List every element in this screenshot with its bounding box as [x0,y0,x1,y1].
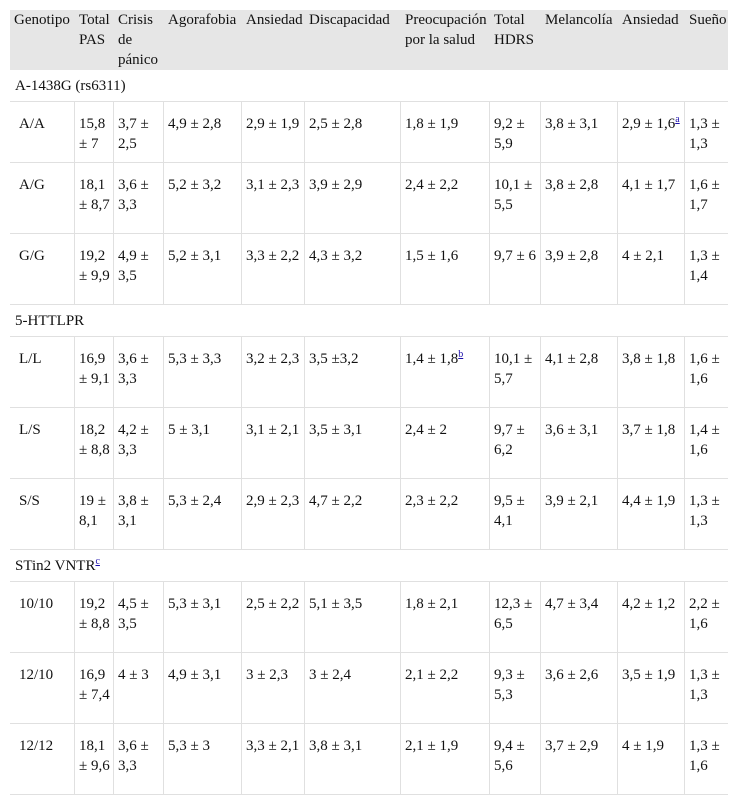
genotype-cell [10,337,75,408]
cell-value: 2,9 ± 2,3 [246,493,300,509]
cell-value: 1,8 ± 1,9 [405,116,459,132]
header-row [10,10,728,70]
cell-value: 1,3 ± 1,3 [689,667,720,703]
genotype-label: 12/12 [19,738,54,754]
value-cell [685,163,728,234]
value-cell [541,479,618,550]
footnote-link[interactable]: a [675,114,680,125]
cell-value: 5,3 ± 3,3 [168,351,222,367]
table-row [10,582,728,653]
value-cell [490,653,541,724]
cell-value: 4,2 ± 1,2 [622,596,676,612]
value-cell [164,163,242,234]
value-cell [242,102,305,163]
cell-value: 2,3 ± 2,2 [405,493,459,509]
value-cell [305,337,401,408]
genotype-cell [10,163,75,234]
cell-value: 1,6 ± 1,6 [689,351,720,387]
column-header: Sueño [685,10,728,70]
genotype-cell [10,582,75,653]
value-cell [618,724,685,795]
cell-value: 3,7 ± 2,5 [118,116,149,152]
value-cell [242,337,305,408]
value-cell [541,582,618,653]
cell-value: 3,7 ± 2,9 [545,738,599,754]
genotype-label: A/G [19,177,45,193]
cell-value: 4,9 ± 3,1 [168,667,222,683]
cell-value: 9,5 ± 4,1 [494,493,525,529]
value-cell [490,102,541,163]
cell-value: 3,6 ± 3,3 [118,177,149,213]
cell-value: 3,8 ± 3,1 [545,116,599,132]
footnote-link[interactable]: b [458,349,464,360]
value-cell [164,408,242,479]
column-header: Agorafobia [164,10,242,70]
cell-value: 1,3 ± 1,3 [689,493,720,529]
cell-value: 3,1 ± 2,1 [246,422,300,438]
value-cell [305,408,401,479]
cell-value: 19 ± 8,1 [79,493,106,529]
group-label-cell [10,550,728,582]
cell-value: 9,7 ± 6 [494,248,536,264]
cell-value: 1,5 ± 1,6 [405,248,459,264]
value-cell [685,102,728,163]
cell-value: 18,1 ± 9,6 [79,738,110,774]
column-header: Ansiedad [618,10,685,70]
value-cell [75,724,114,795]
cell-value: 4,5 ± 3,5 [118,596,149,632]
value-cell [490,163,541,234]
value-cell [75,163,114,234]
cell-value: 18,2 ± 8,8 [79,422,110,458]
cell-value: 5 ± 3,1 [168,422,210,438]
cell-value: 4,9 ± 3,5 [118,248,149,284]
value-cell [75,582,114,653]
cell-value: 3,6 ± 3,3 [118,738,149,774]
value-cell [75,234,114,305]
value-cell [164,582,242,653]
cell-value: 9,3 ± 5,3 [494,667,525,703]
genotype-cell [10,479,75,550]
cell-value: 3,3 ± 2,1 [246,738,300,754]
cell-value: 1,3 ± 1,3 [689,116,720,152]
value-cell [305,102,401,163]
value-cell [685,653,728,724]
value-cell [242,582,305,653]
cell-value: 4 ± 1,9 [622,738,664,754]
cell-value: 5,3 ± 2,4 [168,493,222,509]
cell-value: 3,3 ± 2,2 [246,248,300,264]
table-row [10,163,728,234]
cell-value: 3,1 ± 2,3 [246,177,300,193]
cell-value: 9,7 ± 6,2 [494,422,525,458]
value-cell [242,653,305,724]
cell-value: 2,5 ± 2,8 [309,116,363,132]
value-cell [164,337,242,408]
cell-value: 3,5 ± 3,1 [309,422,363,438]
value-cell [685,724,728,795]
value-cell [114,653,164,724]
value-cell [242,479,305,550]
cell-value: 3,5 ± 1,9 [622,667,676,683]
footnote-link[interactable]: c [95,556,100,567]
cell-value: 3,7 ± 1,8 [622,422,676,438]
value-cell [490,582,541,653]
cell-value: 3,6 ± 2,6 [545,667,599,683]
cell-value: 3,9 ± 2,8 [545,248,599,264]
column-header: Total HDRS [490,10,541,70]
cell-value: 5,1 ± 3,5 [309,596,363,612]
value-cell [541,653,618,724]
value-cell [75,408,114,479]
cell-value: 2,4 ± 2,2 [405,177,459,193]
group-row [10,305,728,337]
value-cell [401,102,490,163]
group-label-cell [10,70,728,102]
cell-value: 4,3 ± 3,2 [309,248,363,264]
cell-value: 2,1 ± 2,2 [405,667,459,683]
cell-value: 4,7 ± 2,2 [309,493,363,509]
cell-value: 2,5 ± 2,2 [246,596,300,612]
value-cell [242,234,305,305]
value-cell [114,582,164,653]
value-cell [490,337,541,408]
cell-value: 3,2 ± 2,3 [246,351,300,367]
value-cell [618,479,685,550]
value-cell [401,582,490,653]
value-cell [305,582,401,653]
value-cell [541,102,618,163]
value-cell [114,337,164,408]
cell-value: 1,3 ± 1,4 [689,248,720,284]
value-cell [401,234,490,305]
cell-value: 2,4 ± 2 [405,422,447,438]
group-label: STin2 VNTR [15,558,96,574]
value-cell [114,408,164,479]
value-cell [164,234,242,305]
value-cell [401,337,490,408]
value-cell [541,408,618,479]
value-cell [685,234,728,305]
cell-value: 1,3 ± 1,6 [689,738,720,774]
cell-value: 4 ± 2,1 [622,248,664,264]
group-row [10,550,728,582]
cell-value: 5,2 ± 3,2 [168,177,222,193]
group-label: 5-HTTLPR [15,313,85,329]
table-row [10,234,728,305]
cell-value: 4,1 ± 2,8 [545,351,599,367]
cell-value: 16,9 ± 7,4 [79,667,110,703]
value-cell [401,163,490,234]
genotype-cell [10,724,75,795]
group-label: A-1438G (rs6311) [15,78,126,94]
value-cell [541,234,618,305]
cell-value: 3,8 ± 3,1 [309,738,363,754]
group-row [10,70,728,102]
genotype-score-table [10,10,728,795]
cell-value: 3,9 ± 2,1 [545,493,599,509]
value-cell [618,337,685,408]
genotype-cell [10,102,75,163]
value-cell [164,102,242,163]
cell-value: 3 ± 2,4 [309,667,351,683]
cell-value: 16,9 ± 9,1 [79,351,110,387]
cell-value: 4,9 ± 2,8 [168,116,222,132]
value-cell [618,408,685,479]
value-cell [401,408,490,479]
value-cell [164,724,242,795]
column-header: Discapacidad [305,10,401,70]
value-cell [114,724,164,795]
cell-value: 10,1 ± 5,7 [494,351,533,387]
value-cell [114,102,164,163]
value-cell [490,234,541,305]
cell-value: 4,4 ± 1,9 [622,493,676,509]
value-cell [541,163,618,234]
value-cell [305,724,401,795]
genotype-cell [10,653,75,724]
value-cell [164,653,242,724]
value-cell [75,653,114,724]
column-header: Melancolía [541,10,618,70]
value-cell [490,408,541,479]
cell-value: 2,9 ± 1,6 [622,116,676,132]
cell-value: 2,2 ± 1,6 [689,596,720,632]
cell-value: 2,1 ± 1,9 [405,738,459,754]
cell-value: 3,5 ±3,2 [309,351,359,367]
table-row [10,724,728,795]
cell-value: 4 ± 3 [118,667,149,683]
column-header: Total PAS [75,10,114,70]
genotype-label: A/A [19,116,45,132]
value-cell [618,653,685,724]
value-cell [305,163,401,234]
column-header: Crisis de pánico [114,10,164,70]
value-cell [685,408,728,479]
value-cell [242,163,305,234]
cell-value: 1,4 ± 1,8 [405,351,459,367]
value-cell [242,408,305,479]
column-header: Genotipo [10,10,75,70]
value-cell [164,479,242,550]
value-cell [618,582,685,653]
value-cell [75,102,114,163]
value-cell [685,582,728,653]
value-cell [75,479,114,550]
cell-value: 9,2 ± 5,9 [494,116,525,152]
cell-value: 5,2 ± 3,1 [168,248,222,264]
value-cell [401,479,490,550]
table-row [10,337,728,408]
genotype-label: 10/10 [19,596,54,612]
value-cell [541,724,618,795]
value-cell [305,479,401,550]
value-cell [242,724,305,795]
cell-value: 3,8 ± 3,1 [118,493,149,529]
value-cell [114,479,164,550]
table-row [10,479,728,550]
cell-value: 19,2 ± 9,9 [79,248,110,284]
cell-value: 4,2 ± 3,3 [118,422,149,458]
cell-value: 10,1 ± 5,5 [494,177,533,213]
genotype-label: L/S [19,422,41,438]
value-cell [114,234,164,305]
cell-value: 15,8 ± 7 [79,116,106,152]
cell-value: 9,4 ± 5,6 [494,738,525,774]
genotype-cell [10,408,75,479]
value-cell [401,724,490,795]
value-cell [75,337,114,408]
genotype-label: 12/10 [19,667,54,683]
cell-value: 3 ± 2,3 [246,667,288,683]
value-cell [305,653,401,724]
cell-value: 5,3 ± 3,1 [168,596,222,612]
cell-value: 4,7 ± 3,4 [545,596,599,612]
column-header: Ansiedad [242,10,305,70]
value-cell [401,653,490,724]
table-row [10,408,728,479]
cell-value: 5,3 ± 3 [168,738,210,754]
table-row [10,653,728,724]
value-cell [490,724,541,795]
cell-value: 1,4 ± 1,6 [689,422,720,458]
cell-value: 1,6 ± 1,7 [689,177,720,213]
value-cell [490,479,541,550]
value-cell [685,479,728,550]
cell-value: 1,8 ± 2,1 [405,596,459,612]
genotype-label: S/S [19,493,40,509]
value-cell [541,337,618,408]
value-cell [114,163,164,234]
value-cell [618,234,685,305]
value-cell [618,163,685,234]
group-label-cell [10,305,728,337]
cell-value: 3,6 ± 3,3 [118,351,149,387]
table-row [10,102,728,163]
genotype-label: L/L [19,351,42,367]
cell-value: 3,6 ± 3,1 [545,422,599,438]
genotype-label: G/G [19,248,45,264]
cell-value: 3,8 ± 2,8 [545,177,599,193]
value-cell [618,102,685,163]
cell-value: 12,3 ± 6,5 [494,596,533,632]
value-cell [685,337,728,408]
cell-value: 19,2 ± 8,8 [79,596,110,632]
cell-value: 3,9 ± 2,9 [309,177,363,193]
value-cell [305,234,401,305]
cell-value: 3,8 ± 1,8 [622,351,676,367]
genotype-cell [10,234,75,305]
column-header: Preocupación por la salud [401,10,490,70]
cell-value: 4,1 ± 1,7 [622,177,676,193]
cell-value: 2,9 ± 1,9 [246,116,300,132]
cell-value: 18,1 ± 8,7 [79,177,110,213]
